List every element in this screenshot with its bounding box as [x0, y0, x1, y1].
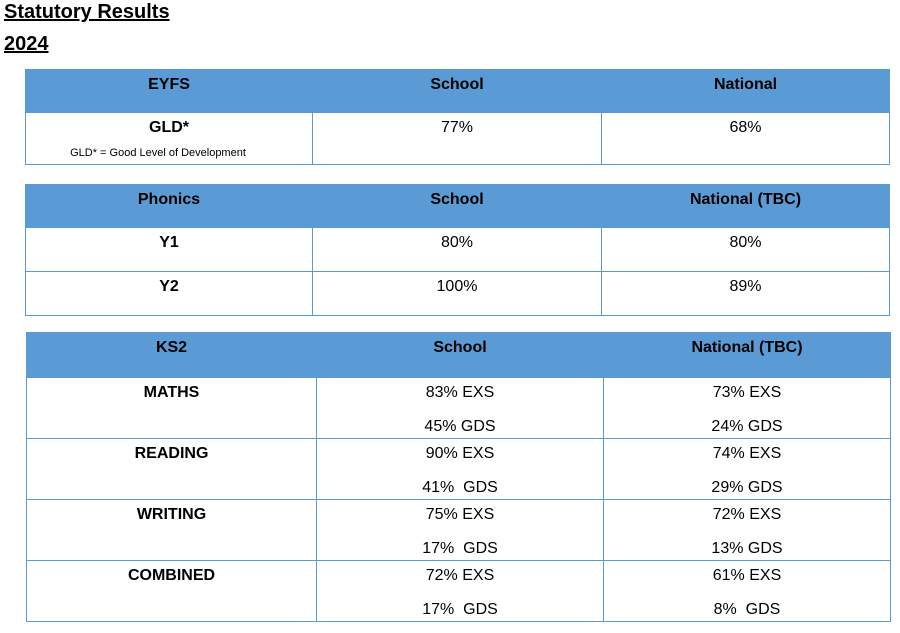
column-header: Phonics	[26, 185, 313, 228]
school-value	[317, 500, 604, 561]
eyfs-table	[25, 69, 890, 165]
table-row	[27, 378, 891, 439]
national-gds: 24% GDS	[711, 418, 783, 435]
national-value: 68%	[602, 113, 890, 165]
page-title: Statutory Results	[4, 1, 170, 23]
school-value	[317, 561, 604, 622]
column-header: KS2	[27, 333, 317, 378]
national-value: 89%	[602, 272, 890, 316]
year-heading: 2024	[4, 33, 49, 55]
table-row	[26, 228, 890, 272]
row-label: Y2	[26, 272, 313, 316]
school-value: 100%	[313, 272, 602, 316]
school-value: 77%	[313, 113, 602, 165]
national-value	[604, 439, 891, 500]
column-header: EYFS	[26, 70, 313, 113]
national-gds: 29% GDS	[711, 479, 783, 496]
row-label: READING	[27, 439, 317, 500]
national-exs: 73% EXS	[712, 384, 782, 401]
school-gds: 45% GDS	[424, 418, 496, 435]
column-header: National (TBC)	[604, 333, 891, 378]
school-gds: 17% GDS	[422, 601, 498, 618]
ks2-table	[26, 332, 891, 622]
national-exs: 74% EXS	[712, 445, 782, 462]
column-header: National	[602, 70, 890, 113]
school-gds: 41% GDS	[422, 479, 498, 496]
row-label: GLD*	[149, 119, 189, 136]
gld-footnote: GLD* = Good Level of Development	[70, 147, 246, 159]
school-exs: 75% EXS	[425, 506, 495, 523]
school-value	[317, 378, 604, 439]
table-row	[26, 272, 890, 316]
school-value	[317, 439, 604, 500]
table-row	[27, 439, 891, 500]
school-gds: 17% GDS	[422, 540, 498, 557]
table-row	[26, 113, 890, 165]
national-value	[604, 378, 891, 439]
national-gds: 8% GDS	[713, 601, 781, 618]
national-exs: 72% EXS	[712, 506, 782, 523]
national-value	[604, 500, 891, 561]
table-row	[27, 500, 891, 561]
school-value: 80%	[313, 228, 602, 272]
phonics-table	[25, 184, 890, 316]
row-label: Y1	[26, 228, 313, 272]
column-header: School	[313, 185, 602, 228]
row-label-cell	[26, 113, 313, 165]
column-header: School	[317, 333, 604, 378]
school-exs: 72% EXS	[425, 567, 495, 584]
column-header: School	[313, 70, 602, 113]
column-header: National (TBC)	[602, 185, 890, 228]
row-label: WRITING	[27, 500, 317, 561]
school-exs: 90% EXS	[425, 445, 495, 462]
row-label: COMBINED	[27, 561, 317, 622]
table-header-row	[26, 185, 890, 228]
school-exs: 83% EXS	[425, 384, 495, 401]
row-label: MATHS	[27, 378, 317, 439]
table-header-row	[27, 333, 891, 378]
table-row	[27, 561, 891, 622]
national-value	[604, 561, 891, 622]
national-gds: 13% GDS	[711, 540, 783, 557]
national-exs: 61% EXS	[712, 567, 782, 584]
table-header-row	[26, 70, 890, 113]
national-value: 80%	[602, 228, 890, 272]
